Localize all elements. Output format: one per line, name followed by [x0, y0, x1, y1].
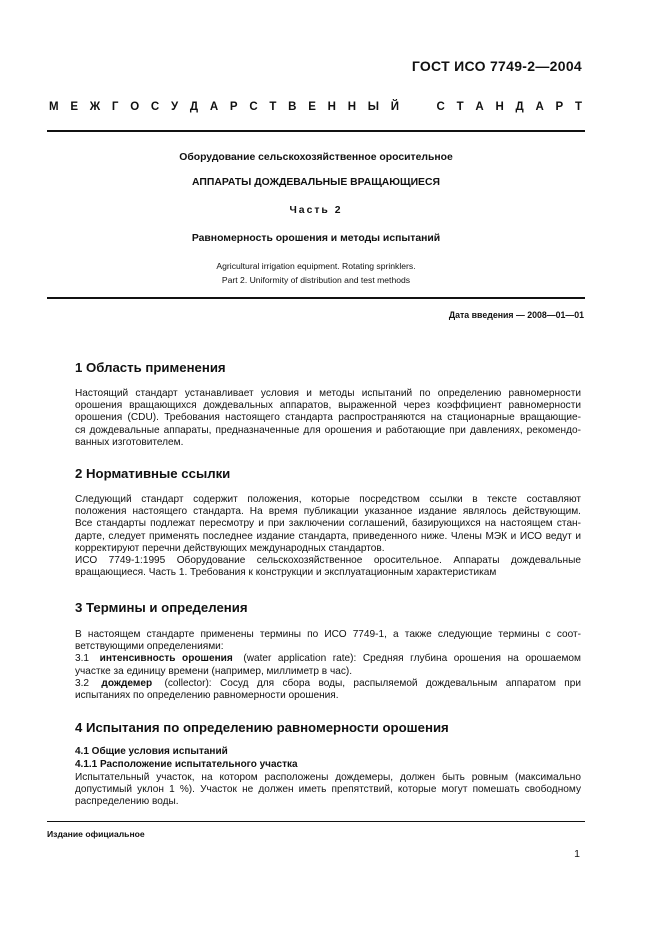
banner-letter: Е	[308, 101, 316, 113]
english-title-line-2: Part 2. Uniformity of distribution and test methods	[221, 275, 411, 285]
section-3-heading: 3 Термины и определения	[75, 600, 248, 615]
term-name: дождемер	[101, 677, 153, 689]
term-name: интенсивность орошения	[99, 653, 233, 665]
banner-letter: М	[49, 101, 59, 113]
banner-letter: А	[475, 101, 484, 113]
term-3-1-line	[75, 653, 581, 665]
subtitle: Равномерность орошения и методы испытаний	[191, 233, 441, 244]
banner-gap	[411, 101, 425, 113]
effective-date: Дата введения — 2008—01—01	[448, 310, 584, 320]
term-number: 3.1	[75, 653, 90, 665]
english-title-line-1: Agricultural irrigation equipment. Rotating sprinklers.	[216, 261, 416, 271]
banner-letter: Д	[515, 101, 524, 113]
banner-letter: Ы	[367, 101, 380, 113]
footer-divider	[47, 821, 585, 822]
banner-letter: В	[288, 101, 297, 113]
section-3-text	[75, 629, 581, 702]
section-4-text	[75, 772, 581, 809]
term-3-2-line	[75, 678, 581, 690]
header-divider	[47, 130, 585, 132]
section-1-text	[75, 388, 581, 449]
text-line: Следующий стандарт содержит положения, которые посредством ссылки в тексте составляют	[75, 494, 581, 505]
banner-letter: С	[150, 101, 160, 113]
banner-letter: Ж	[89, 101, 101, 113]
banner-letter: О	[130, 101, 140, 113]
banner-letter: Й	[390, 101, 400, 113]
text-line: ванных изготовителем.	[75, 436, 184, 448]
section-4-heading: 4 Испытания по определению равномерности орошения	[75, 720, 449, 735]
section-2-heading: 2 Нормативные ссылки	[75, 466, 231, 481]
text-line: орошения (CDU). Требования настоящего стандарта распространяются на стационарные вращающие-	[75, 412, 581, 424]
text-line: ся дождевальные аппараты, предназначенные для орошения и работающие при давлениях, рекомендо-	[75, 424, 581, 436]
banner-letter: Т	[574, 101, 582, 113]
text-line: допустимый уклон 1 %). Участок не должен иметь препятствий, которые могут помешать свободному	[75, 784, 581, 796]
banner-letter: Г	[111, 101, 119, 113]
subsection-4-1-1-heading: 4.1.1 Расположение испытательного участка	[75, 759, 298, 770]
banner-letter: Е	[70, 101, 79, 113]
text-line: орошения вращающихся дождевальных аппаратов, выраженной через коэффициент равномерности	[75, 400, 581, 412]
banner-letter: А	[535, 101, 544, 113]
text-line: ИСО 7749-1:1995 Оборудование сельскохозяйственное оросительное. Аппараты дождевальные	[75, 555, 581, 567]
text-line: В настоящем стандарте применены термины по ИСО 7749-1, а также следующие термины с соот-	[75, 629, 581, 640]
text-line: Все стандарты подлежат пересмотру и при заключении соглашений, базирующихся на настоящем стан-	[75, 518, 581, 530]
interstate-standard-banner	[49, 101, 582, 113]
banner-letter: Т	[269, 101, 277, 113]
banner-letter: Н	[347, 101, 357, 113]
term-definition: (collector): Сосуд для сбора воды, распыляемой дождевальным аппаратом при	[164, 677, 581, 689]
text-line: распределению воды.	[75, 796, 179, 808]
english-title	[47, 259, 585, 287]
banner-letter: Д	[189, 101, 199, 113]
banner-letter: Р	[229, 101, 238, 113]
text-line: дарте, следует применять последнее издание стандарта, приведенного ниже. Члены МЭК и ИСО ведут и	[75, 530, 581, 542]
text-line: корректируют перечни действующих международных стандартов.	[75, 542, 385, 554]
banner-letter: Т	[456, 101, 464, 113]
banner-letter: У	[170, 101, 179, 113]
banner-letter: А	[209, 101, 219, 113]
text-line: Испытательный участок, на котором расположены дождемеры, должен быть ровным (максимально	[75, 772, 581, 783]
banner-letter: С	[249, 101, 258, 113]
section-1-heading: 1 Область применения	[75, 360, 226, 375]
term-definition: (water application rate): Средняя глубина орошения на орошаемом	[243, 653, 581, 665]
edition-label: Издание официальное	[47, 829, 145, 839]
title-line-2: АППАРАТЫ ДОЖДЕВАЛЬНЫЕ ВРАЩАЮЩИЕСЯ	[192, 177, 440, 188]
page-number: 1	[574, 848, 580, 860]
text-line: вращающиеся. Часть 1. Требования к конструкции и эксплуатационным характеристикам	[75, 567, 497, 579]
banner-letter: Н	[327, 101, 336, 113]
section-2-text	[75, 494, 581, 579]
term-number: 3.2	[75, 677, 90, 689]
text-line: испытаниях по определению равномерности орошения.	[75, 690, 339, 702]
title-line-1: Оборудование сельскохозяйственное оросительное	[179, 152, 453, 163]
document-code: ГОСТ ИСО 7749-2—2004	[411, 58, 582, 74]
subsection-4-1-heading: 4.1 Общие условия испытаний	[75, 746, 228, 757]
part-label: Часть 2	[289, 205, 343, 216]
banner-letter: Р	[555, 101, 564, 113]
text-line: Настоящий стандарт устанавливает условия и методы испытаний по определению равномерности	[75, 388, 581, 399]
title-divider	[47, 297, 585, 299]
text-line: положения настоящего стандарта. На время публикации указанное издание являлось действующим.	[75, 506, 581, 518]
banner-letter: Н	[495, 101, 504, 113]
text-line: ветствующими определениями:	[75, 641, 224, 653]
banner-letter: С	[436, 101, 445, 113]
text-line: участке за единицу времени (например, миллиметр в час).	[75, 665, 353, 677]
